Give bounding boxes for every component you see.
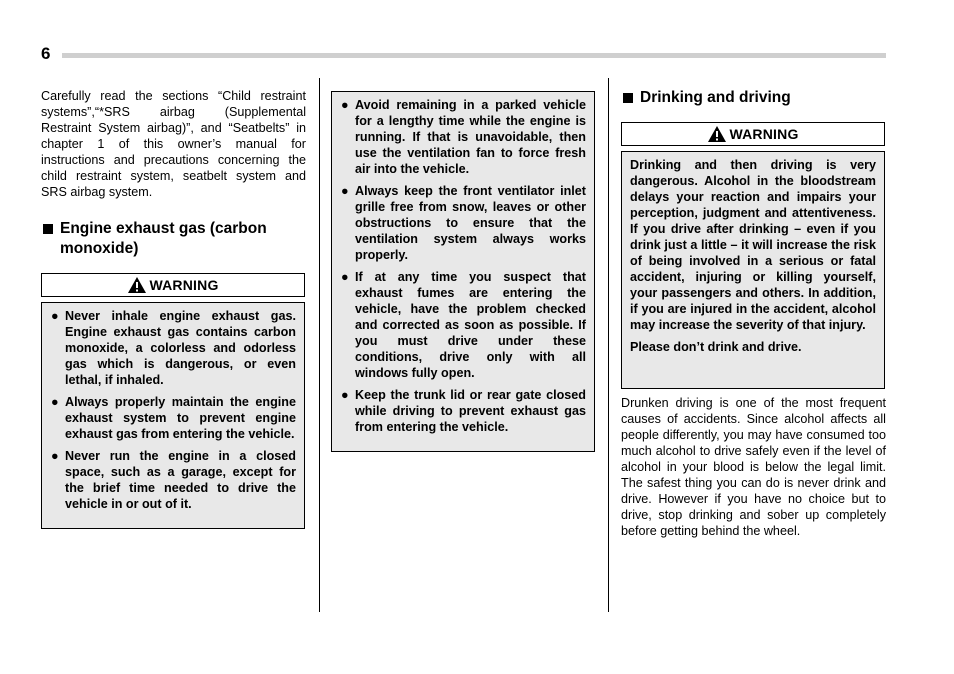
warning-label-text: WARNING	[729, 126, 799, 142]
warning-paragraph: Drinking and then driving is very dangerous. Alcohol in the bloodstream delays your reaction and impairs your perception, judgment and attentiveness. If you drive after drinking – even if you drink just a little – it will increase the risk of being involved in a serious or fatal accident, injuring or killing yourself, your passengers and others. In addition, if you are injured in the accident, alcohol may increase the severity of that injury.	[630, 158, 876, 332]
section-heading-text: Engine exhaust gas (carbon monoxide)	[60, 220, 267, 257]
warning-bullet: ● Never inhale engine exhaust gas. Engine exhaust gas contains carbon monoxide, a colorless and odorless gas which is dangerous, or even lethal, if inhaled.	[51, 309, 296, 387]
warning-bullet: ● Avoid remaining in a parked vehicle for a lengthy time while the engine is running. If that is unavoidable, then use the ventilation fan to force fresh air into the vehicle.	[341, 98, 586, 176]
section-heading-text: Drinking and driving	[640, 89, 791, 106]
intro-paragraph: Carefully read the sections “Child restraint systems”,“*SRS airbag (Supplemental Restraint System airbag)”, and “Seatbelts” in chapter 1 of this owner’s manual for instructions and precautions concerning the child restraint system, seatbelt system and SRS airbag system.	[41, 89, 306, 199]
column-divider-right	[608, 78, 609, 612]
section-heading-exhaust	[41, 219, 306, 259]
warning-bullet: ● If at any time you suspect that exhaust fumes are entering the vehicle, have the problem checked and corrected as soon as possible. If you must drive under these conditions, drive only with all windows fully open.	[341, 270, 586, 380]
warning-bullet: ● Always properly maintain the engine exhaust system to prevent engine exhaust gas from entering the vehicle.	[51, 395, 296, 441]
drinking-body-paragraph: Drunken driving is one of the most frequent causes of accidents. Since alcohol affects all people differently, you may have consumed too much alcohol to drive safely even if the level of alcohol in your blood is below the legal limit. The safest thing you can do is never drink and drive. However if you have no choice but to drive, stop drinking and sober up completely before getting behind the wheel.	[621, 396, 886, 538]
column-divider-left	[319, 78, 320, 612]
warning-bullet: ● Keep the trunk lid or rear gate closed while driving to prevent exhaust gas from entering the vehicle.	[341, 388, 586, 434]
warning-box-exhaust	[41, 302, 305, 529]
page-number: 6	[41, 44, 51, 63]
warning-box-drinking	[621, 151, 885, 389]
warning-label-text: WARNING	[149, 277, 219, 293]
heading-square-icon	[43, 224, 53, 234]
warning-label	[41, 273, 305, 297]
warning-box-continued	[331, 91, 595, 452]
warning-bullet: ● Never run the engine in a closed space, such as a garage, except for the brief time needed to drive the vehicle in or out of it.	[51, 449, 296, 511]
warning-paragraph: Please don’t drink and drive.	[630, 340, 802, 354]
warning-label	[621, 122, 885, 146]
warning-bullet: ● Always keep the front ventilator inlet grille free from snow, leaves or other obstructions to ensure that the ventilation system always works properly.	[341, 184, 586, 262]
warning-triangle-icon	[127, 276, 147, 294]
warning-triangle-icon	[707, 125, 727, 143]
header-rule	[62, 53, 886, 58]
section-heading-drinking	[621, 88, 886, 108]
heading-square-icon	[623, 93, 633, 103]
